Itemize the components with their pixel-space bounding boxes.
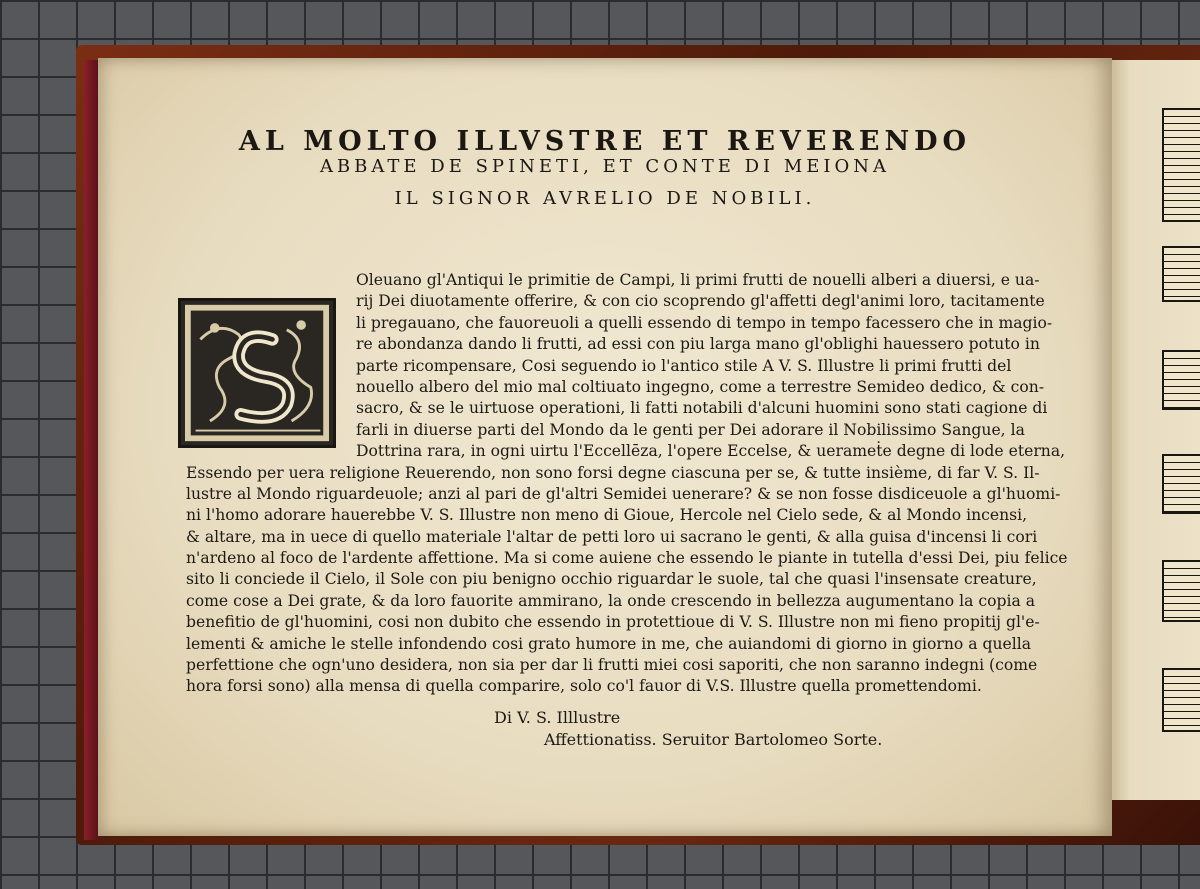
- title-line-2: ABBATE DE SPINETI, ET CONTE DI MEIONA: [319, 156, 891, 177]
- text-line: sacro, & se le uirtuose operationi, li fatti notabili d'alcuni huomini sono stati cagione di: [356, 399, 1048, 418]
- dedication-text: [186, 270, 1078, 698]
- right-page-edge: [1112, 60, 1200, 800]
- text-line: li pregauano, che fauoreuoli a quelli essendo di tempo in tempo facessero che in magio-: [356, 313, 1053, 332]
- left-page: [98, 58, 1112, 836]
- title-line-3: IL SIGNOR AVRELIO DE NOBILI.: [394, 188, 816, 209]
- music-notation-block: [1162, 350, 1200, 410]
- text-line: nouello albero del mio mal coltiuato ingegno, come a terrestre Semideo dedico, & con-: [356, 377, 1045, 396]
- text-line: re abondanza dando li frutti, ad essi con piu larga mano gl'oblighi hauessero potuto in: [356, 335, 1040, 354]
- text-line: lementi & amiche le stelle infondendo cosi grato humore in me, che auiandomi di giorno in giorno a quella: [186, 634, 1032, 653]
- text-line: parte ricompensare, Cosi seguendo io l'antico stile A V. S. Illustre li primi frutti del: [356, 356, 1012, 375]
- signature-line-2: Affettionatiss. Seruitor Bartolomeo Sorte.: [544, 730, 883, 749]
- spine-strip: [84, 60, 98, 840]
- music-notation-block: [1162, 246, 1200, 302]
- signature-line-1: Di V. S. Illlustre: [494, 708, 621, 727]
- text-line: Oleuano gl'Antiqui le primitie de Campi, li primi frutti de nouelli alberi a diuersi, e ua-: [356, 271, 1040, 289]
- text-line: n'ardeno al foco de l'ardente affettione. Ma si come auiene che essendo le piante in tutella d'essi Dei, piu felice: [186, 549, 1068, 568]
- text-line: benefitio de gl'huomini, cosi non dubito che essendo in protettioue di V. S. Illustre non mi fieno propitij gl'e-: [186, 613, 1040, 632]
- music-notation-block: [1162, 454, 1200, 514]
- text-line: come cose a Dei grate, & da loro fauorite ammirano, la onde crescendo in bellezza augumentano la copia a: [186, 591, 1035, 610]
- text-line: Dottrina rara, in ogni uirtu l'Eccellēza, l'opere Eccelse, & uerameṫe degne di lode eterna,: [356, 442, 1066, 461]
- text-line: Essendo per uera religione Reuerendo, non sono forsi degne ciascuna per se, & tutte insième, di far V. S. Il-: [186, 463, 1040, 482]
- text-line: & altare, ma in uece di quello materiale l'altar de petti loro ui sacrano le genti, & alla guisa d'incensi li cori: [186, 527, 1038, 546]
- music-notation-block: [1162, 108, 1200, 222]
- text-line: perfettione che ogn'uno desidera, non sia per dar li frutti miei cosi saporiti, che non saranno indegni (come: [186, 656, 1038, 675]
- text-line: hora forsi sono) alla mensa di quella comparire, solo co'l fauor di V.S. Illustre quella promettendomi.: [186, 677, 982, 696]
- music-notation-block: [1162, 668, 1200, 732]
- text-line: ni l'homo adorare hauerebbe V. S. Illustre non meno di Gioue, Hercole nel Cielo sede, & al Mondo incensi,: [186, 506, 1028, 525]
- music-notation-block: [1162, 560, 1200, 622]
- text-line: lustre al Mondo riguardeuole; anzi al pari de gl'altri Semidei uenerare? & se non fosse disdiceuole a gl'huomi-: [186, 484, 1061, 503]
- title-line-1: AL MOLTO ILLVSTRE ET REVERENDO: [238, 126, 972, 157]
- text-line: sito li conciede il Cielo, il Sole con piu benigno occhio riguardar le suole, tal che quasi l'insensate creature,: [186, 570, 1037, 589]
- text-line: rij Dei diuotamente offerire, & con cio scoprendo gl'affetti degl'animi loro, tacitamente: [356, 292, 1045, 311]
- text-line: farli in diuerse parti del Mondo da le genti per Dei adorare il Nobilissimo Sangue, la: [356, 420, 1025, 439]
